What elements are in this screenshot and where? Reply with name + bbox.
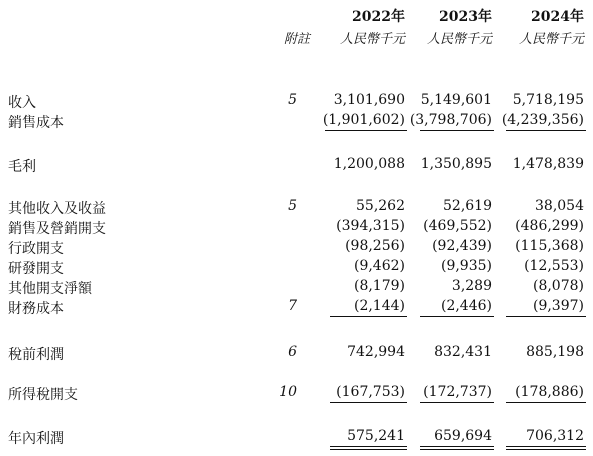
finance-costs-2024: (9,397)	[532, 298, 584, 314]
row-label-profit-for-year: 年內利潤	[8, 431, 64, 447]
other-expenses-net-2022: (8,179)	[353, 278, 405, 294]
row-note-revenue: 5	[288, 92, 297, 108]
rd-expenses-2023: (9,935)	[440, 258, 492, 274]
note-column-header: 附註	[283, 32, 310, 47]
row-label-finance-costs: 財務成本	[8, 301, 64, 317]
cost-of-sales-2022: (1,901,602)	[322, 112, 405, 128]
row-note-profit-before-tax: 6	[288, 344, 297, 360]
admin-expenses-2024: (115,368)	[515, 238, 584, 254]
revenue-2024: 5,718,195	[512, 92, 584, 108]
subtotal-rule-2024	[506, 402, 586, 403]
other-expenses-net-2024: (8,078)	[532, 278, 584, 294]
profit-before-tax-2024: 885,198	[526, 344, 584, 360]
profit-for-year-2023: 659,694	[434, 428, 492, 444]
profit-for-year-2022: 575,241	[347, 428, 405, 444]
total-double-rule-2022	[330, 446, 407, 450]
revenue-2022: 3,101,690	[333, 92, 405, 108]
cost-of-sales-2023: (3,798,706)	[409, 112, 492, 128]
subtotal-rule-2022	[330, 316, 407, 317]
income-tax-2022: (167,753)	[336, 384, 405, 400]
unit-header-2023: 人民幣千元	[426, 32, 492, 47]
row-label-rd-expenses: 研發開支	[8, 261, 64, 277]
row-label-selling-expenses: 銷售及營銷開支	[8, 221, 106, 237]
total-double-rule-2024	[506, 446, 586, 450]
selling-expenses-2023: (469,552)	[423, 218, 492, 234]
other-income-2024: 38,054	[535, 198, 584, 214]
subtotal-rule-2023	[420, 402, 494, 403]
row-label-gross-profit: 毛利	[8, 159, 36, 175]
other-income-2022: 55,262	[356, 198, 405, 214]
gross-profit-2022: 1,200,088	[333, 156, 405, 172]
row-label-other-expenses-net: 其他開支淨額	[8, 281, 92, 297]
subtotal-rule-2023	[420, 130, 494, 131]
unit-header-2022: 人民幣千元	[339, 32, 405, 47]
row-label-admin-expenses: 行政開支	[8, 241, 64, 257]
cost-of-sales-2024: (4,239,356)	[501, 112, 584, 128]
profit-before-tax-2023: 832,431	[434, 344, 492, 360]
row-note-finance-costs: 7	[288, 298, 297, 314]
income-tax-2024: (178,886)	[515, 384, 584, 400]
profit-before-tax-2022: 742,994	[347, 344, 405, 360]
revenue-2023: 5,149,601	[420, 92, 492, 108]
subtotal-rule-2022	[330, 402, 407, 403]
subtotal-rule-2022	[325, 130, 407, 131]
finance-costs-2022: (2,144)	[353, 298, 405, 314]
row-label-income-tax: 所得稅開支	[8, 387, 78, 403]
unit-header-2024: 人民幣千元	[518, 32, 584, 47]
profit-for-year-2024: 706,312	[526, 428, 584, 444]
row-label-profit-before-tax: 稅前利潤	[8, 347, 64, 363]
selling-expenses-2022: (394,315)	[336, 218, 405, 234]
row-label-other-income: 其他收入及收益	[8, 201, 106, 217]
subtotal-rule-2024	[506, 316, 586, 317]
year-header-2022: 2022年	[352, 9, 405, 25]
income-tax-2023: (172,737)	[423, 384, 492, 400]
gross-profit-2023: 1,350,895	[420, 156, 492, 172]
total-double-rule-2023	[420, 446, 494, 450]
subtotal-rule-2024	[506, 130, 586, 131]
gross-profit-2024: 1,478,839	[512, 156, 584, 172]
finance-costs-2023: (2,446)	[440, 298, 492, 314]
year-header-2024: 2024年	[531, 9, 584, 25]
rd-expenses-2022: (9,462)	[353, 258, 405, 274]
rd-expenses-2024: (12,553)	[524, 258, 584, 274]
year-header-2023: 2023年	[439, 9, 492, 25]
row-label-revenue: 收入	[8, 95, 36, 111]
subtotal-rule-2023	[420, 316, 494, 317]
row-note-other-income: 5	[288, 198, 297, 214]
other-income-2023: 52,619	[443, 198, 492, 214]
other-expenses-net-2023: 3,289	[451, 278, 492, 294]
row-note-income-tax: 10	[279, 384, 297, 400]
admin-expenses-2023: (92,439)	[432, 238, 492, 254]
selling-expenses-2024: (486,299)	[515, 218, 584, 234]
admin-expenses-2022: (98,256)	[345, 238, 405, 254]
row-label-cost-of-sales: 銷售成本	[8, 115, 64, 131]
